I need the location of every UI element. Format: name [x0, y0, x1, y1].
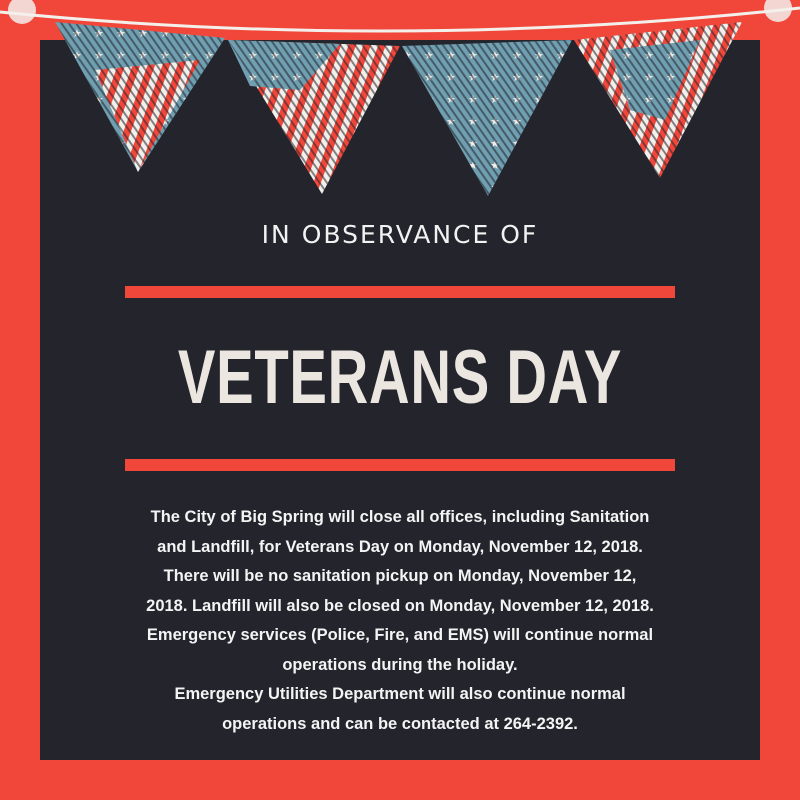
notice-line: 2018. Landfill will also be closed on Monday, November 12, 2018.: [146, 596, 654, 615]
notice-line: operations and can be contacted at 264-2392.: [222, 714, 578, 733]
divider-top: [125, 286, 675, 298]
flag-pennant-icon: [55, 22, 225, 172]
page-title: VETERANS DAY: [177, 335, 623, 420]
flag-pennant-icon: [402, 40, 572, 196]
notice-text: [110, 503, 690, 739]
flag-pennant-icon: [574, 22, 742, 178]
divider-bottom: [125, 459, 675, 471]
bunting-garland: [0, 0, 800, 210]
subtitle: IN OBSERVANCE OF: [261, 220, 539, 249]
notice-line: The City of Big Spring will close all offices, including Sanitation: [150, 508, 650, 526]
flag-pennant-icon: [228, 40, 400, 194]
notice-line: and Landfill, for Veterans Day on Monday, November 12, 2018.: [157, 537, 643, 556]
notice-line: Emergency services (Police, Fire, and EMS) will continue normal: [146, 626, 654, 644]
notice-line: operations during the holiday.: [282, 655, 518, 674]
notice-line: There will be no sanitation pickup on Monday, November 12,: [163, 567, 637, 585]
notice-line: Emergency Utilities Department will also continue normal: [174, 685, 626, 703]
